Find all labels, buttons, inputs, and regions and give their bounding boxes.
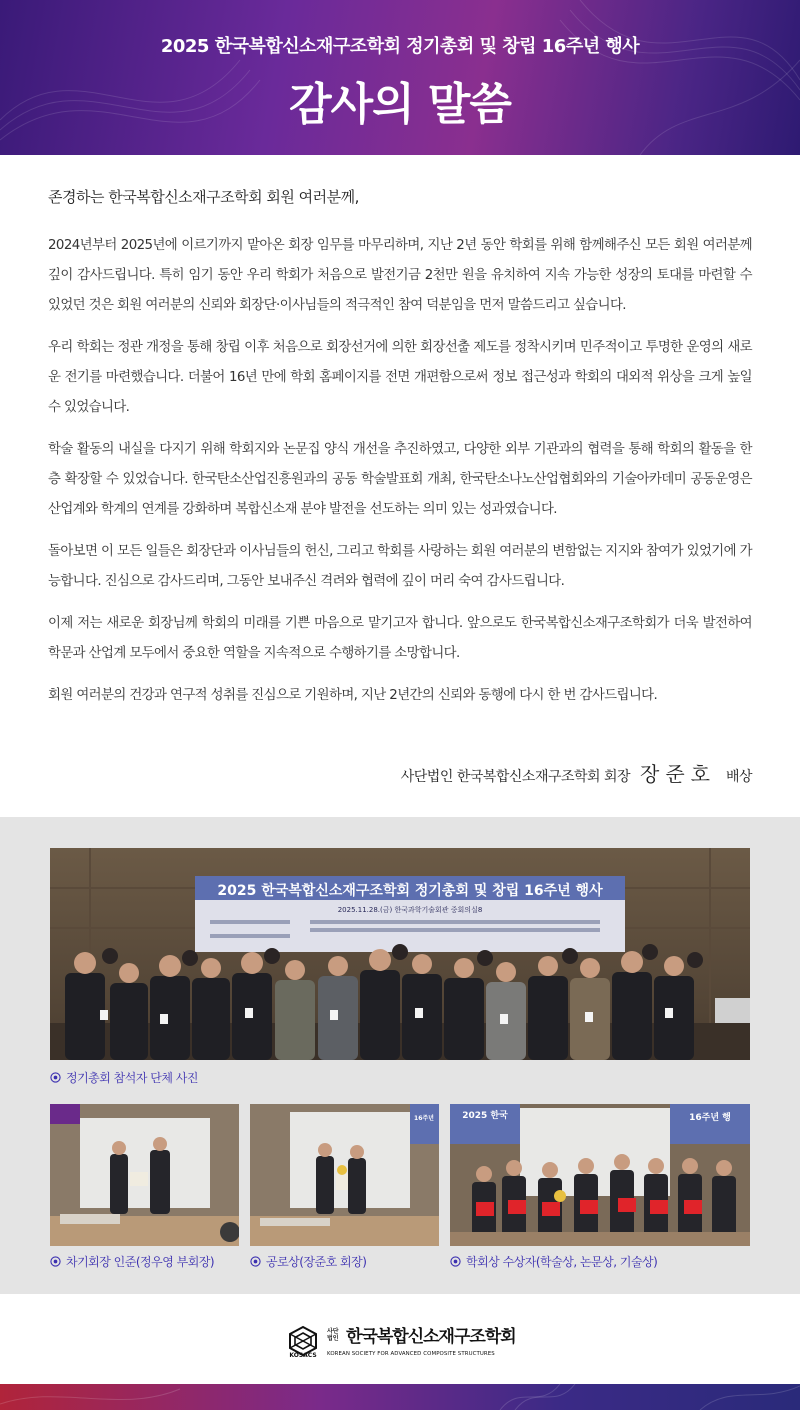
letter-paragraph: 2024년부터 2025년에 이르기까지 맡아온 회장 임무를 마무리하며, 지난 2년 동안 학회를 위해 함께해주신 모든 회원 여러분께 깊이 감사드립니다. 특히 임기 동안 우리 학회가 처음으로 발전기금 2천만 원을 유치하여 지속 가능한 성장의 토대를 마련할 수 있었던 것은 회원 여러분의 신뢰와 회장단·이사님들의 적극적인 참여 덕분임을 먼저 말씀드리고 싶습니다. <box>48 238 752 313</box>
banner-title-text: 2025 한국복합신소재구조학회 정기총회 및 창립 16주년 행사 <box>217 883 603 899</box>
caption-text: 공로상(장준호 회장) <box>266 1255 367 1269</box>
award-photo-merit <box>250 1104 439 1246</box>
letter-paragraph: 이제 저는 새로운 회장님께 학회의 미래를 기쁜 마음으로 맡기고자 합니다. 앞으로도 한국복합신소재구조학회가 더욱 발전하여 학문과 산업계 모두에서 중요한 역할을 지속적으로 수행하기를 소망합니다. <box>48 616 752 661</box>
thank-you-letter <box>48 186 752 723</box>
photo-illustration <box>50 1104 239 1246</box>
banner-fragment-text: 16주년 행 <box>689 1113 731 1123</box>
banner-date-text: 2025.11.28.(금) 한국과학기술회관 중회의실8 <box>337 906 483 914</box>
event-subtitle: 2025 한국복합신소재구조학회 정기총회 및 창립 16주년 행사 <box>160 36 640 57</box>
flower-bullet-icon <box>50 1256 61 1267</box>
award-caption-society <box>450 1253 657 1270</box>
photo-illustration <box>450 1104 750 1246</box>
caption-text: 정기총회 참석자 단체 사진 <box>66 1071 198 1085</box>
flower-bullet-icon <box>450 1256 461 1267</box>
logo-corporation-label: 사단법인 <box>327 1327 339 1342</box>
logo-english-name: KOREAN SOCIETY FOR ADVANCED COMPOSITE STRUCTURES <box>327 1351 495 1357</box>
letter-signature <box>401 758 752 787</box>
bottom-decorative-bar <box>0 1384 800 1410</box>
caption-text: 차기회장 인준(정우영 부회장) <box>66 1255 215 1269</box>
photo-illustration <box>250 1104 439 1246</box>
flower-bullet-icon <box>50 1072 61 1083</box>
award-caption-next-president <box>50 1253 214 1270</box>
logo-korean-name: 한국복합신소재구조학회 <box>346 1327 516 1347</box>
decorative-wave-lines <box>0 1384 800 1410</box>
flower-bullet-icon <box>250 1256 261 1267</box>
signature-closing: 배상 <box>725 769 752 785</box>
letter-greeting: 존경하는 한국복합신소재구조학회 회원 여러분께, <box>48 188 359 206</box>
header-banner <box>0 0 800 155</box>
banner-fragment-text: 2025 한국 <box>462 1111 508 1121</box>
signature-organization: 사단법인 한국복합신소재구조학회 회장 <box>400 769 631 785</box>
group-photo <box>50 848 750 1060</box>
signature-name: 장준호 <box>640 762 716 786</box>
award-caption-merit <box>250 1253 366 1270</box>
letter-paragraph: 회원 여러분의 건강과 연구적 성취를 진심으로 기원하며, 지난 2년간의 신뢰와 동행에 다시 한 번 감사드립니다. <box>48 688 658 703</box>
society-logo <box>287 1322 516 1360</box>
banner-fragment-text: 16주년 <box>414 1115 434 1122</box>
letter-paragraph: 학술 활동의 내실을 다지기 위해 학회지와 논문집 양식 개선을 추진하였고, 다양한 외부 기관과의 협력을 통해 학회의 활동을 한층 확장할 수 있었습니다. 한국탄소산업진흥원과의 공동 학술발표회 개최, 한국탄소나노산업협회와의 기술아카데미 공동운영은 산업계와 학계의 연계를 강화하며 복합신소재 분야 발전을 선도하는 의미 있는 성과였습니다. <box>48 442 752 517</box>
letter-paragraph: 우리 학회는 정관 개정을 통해 창립 이후 처음으로 회장선거에 의한 회장선출 제도를 정착시키며 민주적이고 투명한 운영의 새로운 전기를 마련했습니다. 더불어 16년 만에 학회 홈페이지를 전면 개편함으로써 정보 접근성과 학회의 대외적 위상을 크게 높일 수 있었습니다. <box>48 340 752 415</box>
page-title: 감사의 말씀 <box>289 79 511 130</box>
letter-paragraph: 돌아보면 이 모든 일들은 회장단과 이사님들의 헌신, 그리고 학회를 사랑하는 회원 여러분의 변함없는 지지와 참여가 있었기에 가능합니다. 진심으로 감사드리며, 그동안 보내주신 격려와 협력에 깊이 머리 숙여 감사드립니다. <box>48 544 752 589</box>
logo-abbreviation: KOSACS <box>289 1352 317 1359</box>
award-photo-next-president <box>50 1104 239 1246</box>
caption-text: 학회상 수상자(학술상, 논문상, 기술상) <box>466 1255 658 1269</box>
group-photo-caption <box>50 1069 198 1086</box>
award-photo-society-awards <box>450 1104 750 1246</box>
group-photo-illustration <box>50 848 750 1060</box>
